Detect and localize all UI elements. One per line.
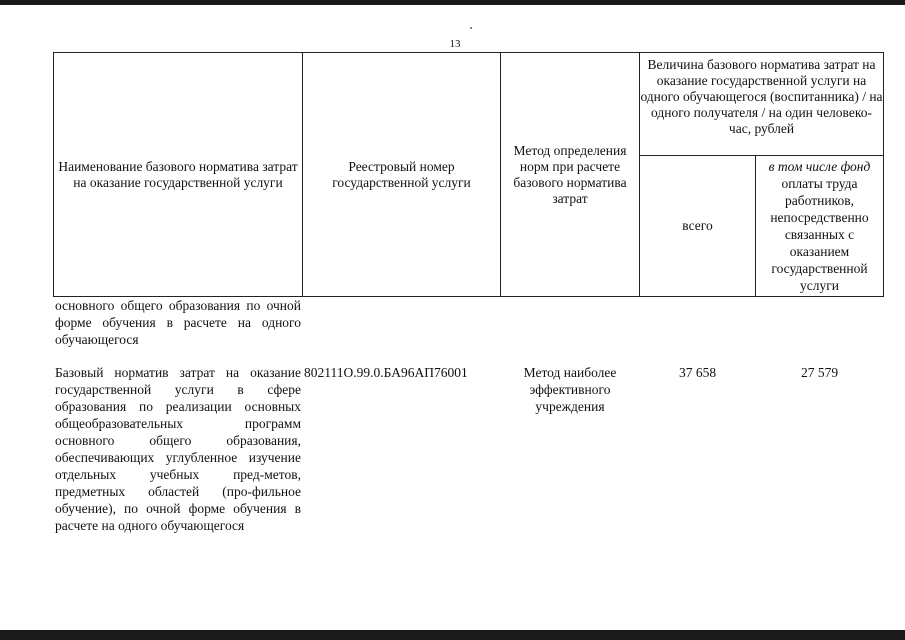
header-name-cell	[53, 52, 303, 297]
header-method-cell	[500, 52, 640, 297]
header-fund-italic: в том числе	[768, 159, 838, 174]
row-name: Базовый норматив затрат на оказание государственной услуги в сфере образования по реализации основных общеобразовательных программ основного общего образования, обеспечивающих углубленное изучение отдельных учебных пред-метов, предметных областей (про-фильное обучение), по очной форме обучения в расчете на одного обучающегося	[55, 365, 301, 533]
header-name: Наименование базового норматива затрат на оказание государственной услуги	[58, 158, 298, 190]
row-registry-number: 802111О.99.0.БА96АП76001	[304, 365, 468, 380]
header-fund	[756, 158, 883, 294]
header-total-cell	[639, 155, 756, 297]
header-fund-rest: оплаты труда работников, непосредственно связанных с оказанием государственной услуги	[770, 176, 869, 293]
header-registry-cell	[302, 52, 501, 297]
header-fund-italic-word: фонд	[840, 159, 871, 174]
header-fund-cell	[755, 155, 884, 297]
scan-bottom-border	[0, 630, 905, 640]
header-total: всего	[682, 218, 713, 233]
header-method: Метод определения норм при расчете базового норматива затрат	[513, 142, 627, 206]
row-method: Метод наиболее эффективного учреждения	[523, 365, 617, 414]
page-number: 13	[449, 38, 461, 50]
row-fund-value: 27 579	[800, 365, 839, 380]
continuation-text: основного общего образования по очной форме обучения в расчете на одного обучающегося	[55, 298, 301, 347]
header-magnitude: Величина базового норматива затрат на оказание государственной услуги на одного обучающегося (воспитанника) / на одного получателя / на один человеко-час, рублей	[640, 57, 883, 136]
scan-speck	[470, 27, 472, 29]
scan-top-border	[0, 0, 905, 5]
header-registry: Реестровый номер государственной услуги	[332, 158, 471, 190]
row-total-value: 37 658	[678, 365, 717, 380]
header-magnitude-cell	[639, 52, 884, 156]
